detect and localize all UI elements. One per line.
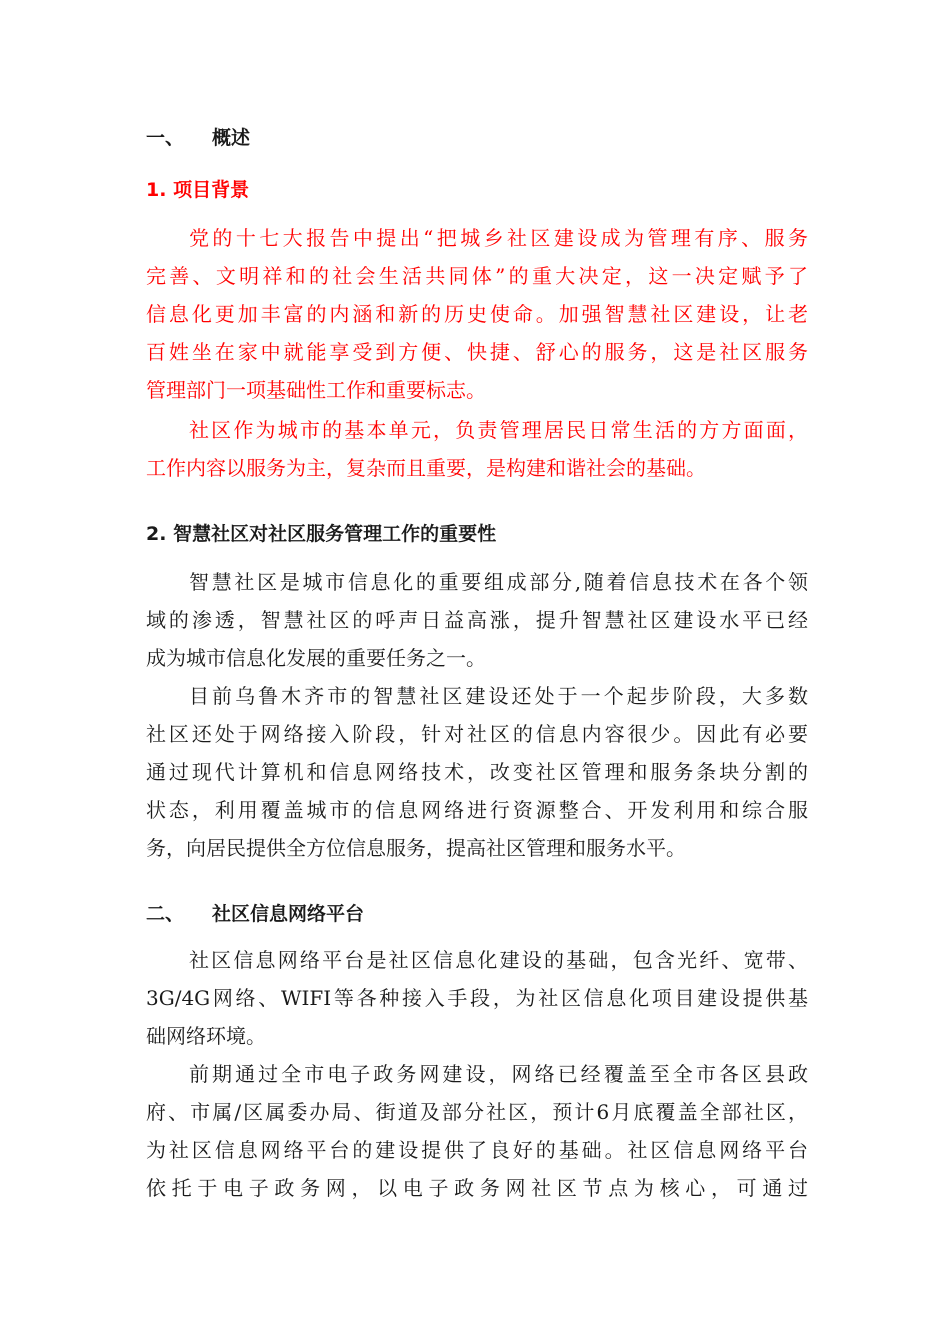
paragraph-line: 信息化更加丰富的内涵和新的历史使命。加强智慧社区建设，让老 — [146, 302, 808, 326]
section-number: 一、 — [146, 127, 185, 149]
paragraph-line: 工作内容以服务为主，复杂而且重要，是构建和谐社会的基础。 — [146, 456, 706, 480]
subsection-number: 1. — [146, 179, 167, 201]
paragraph-line: 3G/4G网络、WIFI等各种接入手段，为社区信息化项目建设提供基 — [146, 986, 808, 1010]
paragraph-line: 依托于电子政务网，以电子政务网社区节点为核心，可通过 — [146, 1176, 808, 1200]
section-heading — [146, 124, 808, 152]
subsection-heading — [146, 176, 808, 204]
section-title: 概述 — [212, 127, 251, 149]
section-number: 二、 — [146, 903, 185, 925]
paragraph-line: 础网络环境。 — [146, 1024, 266, 1048]
subsection-heading — [146, 520, 808, 548]
subsection-title: 项目背景 — [173, 179, 250, 201]
paragraph-line: 管理部门一项基础性工作和重要标志。 — [146, 378, 486, 402]
section-heading — [146, 900, 808, 928]
paragraph-line: 通过现代计算机和信息网络技术，改变社区管理和服务条块分割的 — [146, 760, 808, 784]
paragraph-line: 社区还处于网络接入阶段，针对社区的信息内容很少。因此有必要 — [146, 722, 808, 746]
paragraph-line: 完善、文明祥和的社会生活共同体”的重大决定，这一决定赋予了 — [146, 264, 808, 288]
paragraph-line: 状态，利用覆盖城市的信息网络进行资源整合、开发利用和综合服 — [146, 798, 808, 822]
paragraph-line: 府、市属/区属委办局、街道及部分社区，预计6月底覆盖全部社区， — [146, 1100, 808, 1124]
subsection-number: 2. — [146, 523, 167, 545]
paragraph-line: 成为城市信息化发展的重要任务之一。 — [146, 646, 486, 670]
paragraph-line: 前期通过全市电子政务网建设，网络已经覆盖至全市各区县政 — [189, 1062, 808, 1086]
paragraph-line: 党的十七大报告中提出“把城乡社区建设成为管理有序、服务 — [189, 226, 808, 250]
paragraph-line: 社区作为城市的基本单元，负责管理居民日常生活的方方面面， — [189, 418, 808, 442]
paragraph-line: 域的渗透，智慧社区的呼声日益高涨，提升智慧社区建设水平已经 — [146, 608, 808, 632]
paragraph-line: 目前乌鲁木齐市的智慧社区建设还处于一个起步阶段，大多数 — [189, 684, 808, 708]
paragraph-line: 智慧社区是城市信息化的重要组成部分,随着信息技术在各个领 — [189, 570, 808, 594]
paragraph-line: 为社区信息网络平台的建设提供了良好的基础。社区信息网络平台 — [146, 1138, 808, 1162]
section-title: 社区信息网络平台 — [212, 903, 365, 925]
paragraph-line: 百姓坐在家中就能享受到方便、快捷、舒心的服务，这是社区服务 — [146, 340, 808, 364]
subsection-title: 智慧社区对社区服务管理工作的重要性 — [173, 523, 497, 545]
paragraph-line: 社区信息网络平台是社区信息化建设的基础，包含光纤、宽带、 — [189, 948, 808, 972]
paragraph-line: 务，向居民提供全方位信息服务，提高社区管理和服务水平。 — [146, 836, 686, 860]
